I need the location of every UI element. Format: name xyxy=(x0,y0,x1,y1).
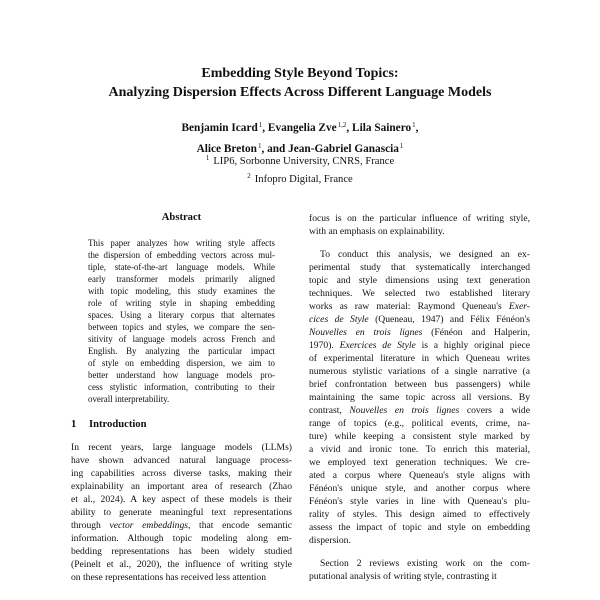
introduction-paragraph xyxy=(71,441,292,584)
text-line: works as raw material: Raymond Queneau's Exer- xyxy=(309,301,530,312)
text-line: putational analysis of writing style, contrasting it xyxy=(309,571,497,582)
text-line: et al., 2024). A key aspect of these models is their xyxy=(71,494,292,505)
text-line: information. Although topic modeling along em- xyxy=(71,533,292,544)
text-line: Fénéon's unique style, and another corpus where xyxy=(309,483,530,494)
text-line: This paper analyzes how writing style affects xyxy=(88,238,275,248)
text-line: sitivity of language models across French and xyxy=(88,334,275,344)
text-line: cices de Style (Queneau, 1947) and Félix Fénéon's xyxy=(309,314,530,325)
body-paragraph xyxy=(309,557,530,583)
text-line: range of topics (e.g., political events, crime, na- xyxy=(309,418,530,429)
text-line: overall interpretability. xyxy=(88,394,170,404)
text-line: focus is on the particular influence of writing style, xyxy=(309,213,530,224)
author-affiliation-mark: 1,2 xyxy=(337,121,347,129)
body-paragraph xyxy=(309,248,530,547)
text-line: through vector embeddings, that encode semantic xyxy=(71,520,293,531)
text-line: ated a corpus where Queneau's style aligns with xyxy=(309,470,530,481)
author-name: Benjamin Icard xyxy=(181,122,258,134)
text-line: early transformer models primarily aligned xyxy=(88,274,275,284)
text-line: (Peinelt et al., 2020), the influence of writing style xyxy=(71,559,292,570)
text-line: brief confrontation between bus passengers) while xyxy=(309,379,530,390)
text-line: To conduct this analysis, we designed an ex- xyxy=(320,249,530,260)
text-line: rality of styles. This design aimed to effectively xyxy=(309,509,530,520)
text-line: we employed text generation techniques. We cre- xyxy=(309,457,530,468)
text-line: role of writing style in shaping embedding xyxy=(88,298,275,308)
author-affiliation-mark: 1 xyxy=(412,121,416,129)
author-name: Lila Sainero xyxy=(352,122,412,134)
text-line: maintaining the same topic across all versions. By xyxy=(309,392,530,403)
text-line: of experimental literature in which Queneau writes xyxy=(309,353,530,364)
title-line-2: Analyzing Dispersion Effects Across Different Language Models xyxy=(108,85,492,100)
text-line: dispersion. xyxy=(309,535,351,546)
text-line: English. By analyzing the particular impact xyxy=(88,346,275,356)
text-line: techniques. We selected two established literary xyxy=(309,288,530,299)
text-line: ability to generate meaningful text representations xyxy=(71,507,292,518)
paper-title xyxy=(0,64,600,102)
italic-text: Nouvelles en trois lignes xyxy=(309,327,423,338)
text-line: ing capabilities across diverse tasks, making their xyxy=(71,468,292,479)
italic-text: Nouvelles en trois lignes xyxy=(349,405,460,416)
text-line: spaces. Using a literary corpus that alternates xyxy=(88,310,275,320)
author-affiliation-mark: 1 xyxy=(399,142,404,150)
text-line: on these representations has received less attention xyxy=(71,572,267,583)
italic-text: Exercices de Style xyxy=(339,340,416,351)
text-line: Nouvelles en trois lignes (Fénéon and Halperin, xyxy=(309,327,530,338)
text-line: Section 2 reviews existing work on the com- xyxy=(320,558,530,569)
author-separator: , xyxy=(346,122,353,134)
text-line: 1970). Exercices de Style is a highly original piece xyxy=(309,340,530,351)
author-affiliation-mark: 1 xyxy=(257,142,262,150)
italic-text: vector embeddings xyxy=(109,520,188,531)
author-name: Evangelia Zve xyxy=(267,122,337,134)
text-line: of style on embedding dispersion, we aim to xyxy=(88,358,275,368)
author-separator: , xyxy=(415,122,419,134)
text-line: assess the impact of topic and style on embedding xyxy=(309,522,530,533)
author-line-1 xyxy=(0,116,600,137)
text-line: the dispersion of embedding vectors across mul- xyxy=(88,250,275,260)
affiliation-number: 1 xyxy=(205,154,210,162)
text-line: between topics and styles, we compare the sen- xyxy=(88,322,275,332)
text-line: perimental study that systematically interchanged xyxy=(309,262,530,273)
text-line: contrast, Nouvelles en trois lignes covers a wide xyxy=(309,405,530,416)
author-separator: , and xyxy=(261,143,289,155)
text-line: bedding representations has been widely studied xyxy=(71,546,292,557)
author-affiliation-mark: 1 xyxy=(258,121,263,129)
text-line: have shown advanced natural language process- xyxy=(71,455,292,466)
abstract-body xyxy=(71,237,292,405)
italic-text: cices de Style xyxy=(309,314,369,325)
section-title: Introduction xyxy=(89,419,147,430)
text-line: cess stylistic information, contributing to their xyxy=(88,382,275,392)
text-line: with topic modeling, this study examines the xyxy=(88,286,275,296)
body-paragraph xyxy=(309,212,530,238)
affiliation-text: LIP6, Sorbonne University, CNRS, France xyxy=(213,156,395,167)
text-line: ture) while keeping a consistent style marked by xyxy=(309,431,530,442)
affiliation-number: 2 xyxy=(247,172,251,180)
text-line: topic and style dimensions using text generation xyxy=(309,275,530,286)
text-line: a vivid and ironic tone. To enrich this material, xyxy=(309,444,530,455)
author-separator: , xyxy=(262,122,268,134)
author-name: Jean-Gabriel Ganascia xyxy=(288,143,399,155)
affiliations xyxy=(0,151,600,187)
left-column xyxy=(71,211,292,584)
abstract-heading: Abstract xyxy=(161,212,202,223)
affiliation-item xyxy=(0,169,600,187)
italic-text: Exer- xyxy=(508,301,530,312)
text-line: with an emphasis on explainability. xyxy=(309,226,445,237)
affiliation-text: Infopro Digital, France xyxy=(254,174,353,185)
text-line: better understand how language models pro- xyxy=(88,370,275,380)
text-line: tiple, state-of-the-art language models. While xyxy=(88,262,275,272)
text-line: explainability an important area of research (Zhao xyxy=(71,481,292,492)
affiliation-item xyxy=(0,151,600,169)
section-heading-introduction xyxy=(71,418,292,432)
right-column xyxy=(309,212,530,583)
section-number: 1 xyxy=(71,419,77,430)
text-line: numerous stylistic variations of a single narrative (a xyxy=(309,366,530,377)
text-line: Fénéon's style varies in line with Queneau's plu- xyxy=(309,496,530,507)
text-line: In recent years, large language models (LLMs) xyxy=(71,442,292,453)
title-line-1: Embedding Style Beyond Topics: xyxy=(201,66,399,81)
author-name: Alice Breton xyxy=(196,143,257,155)
